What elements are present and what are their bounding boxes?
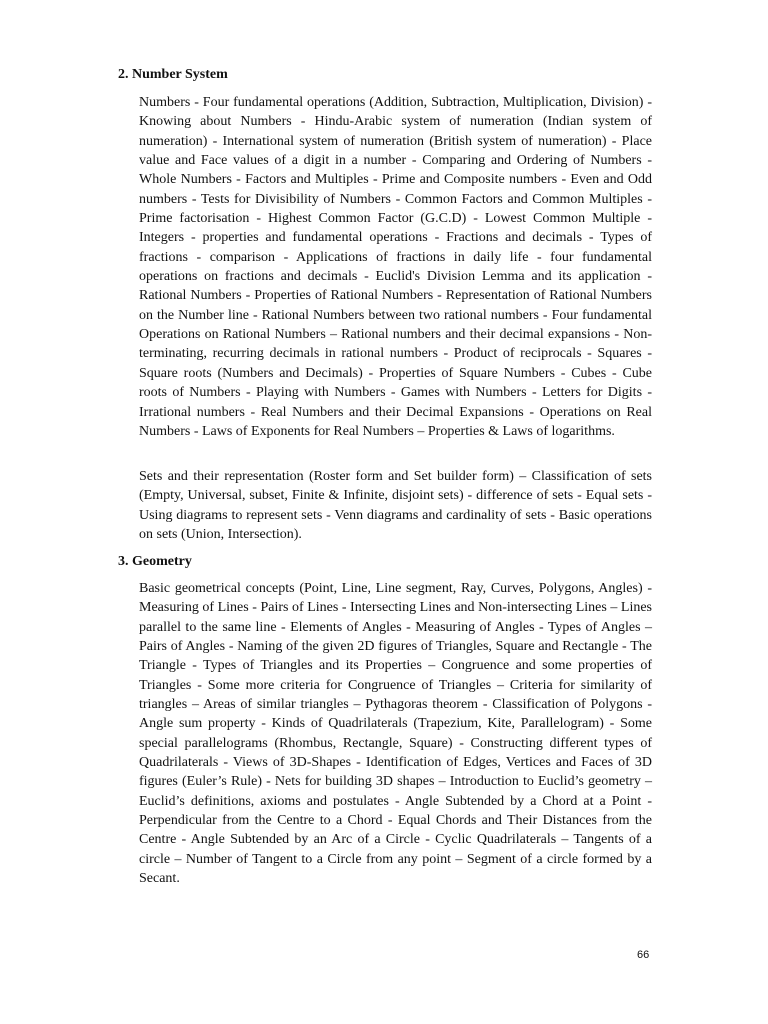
number-system-topics-paragraph: Numbers - Four fundamental operations (Addition, Subtraction, Multiplication, Division) - Knowing about Numbers - Hindu-Arabic system of numeration (Indian system of numeration) - International system of numeration (British system of numeration) - Place value and Face values of a digit in a number - Comparing and Ordering of Numbers - Whole Numbers - Factors and Multiples - Prime and Composite numbers - Even and Odd numbers - Tests for Divisibility of Numbers - Common Factors and Common Multiples - Prime factorisation - Highest Common Factor (G.C.D) - Lowest Common Multiple - Integers - properties and fundamental operations - Fractions and decimals - Types of fractions - comparison - Applications of fractions in daily life - four fundamental operations on fractions and decimals - Euclid's Division Lemma and its application - Rational Numbers - Properties of Rational Numbers - Representation of Rational Numbers on the Number line - Rational Numbers between two rational numbers - Four fundamental Operations on Rational Numbers – Rational numbers and their decimal expansions - Non-terminating, recurring decimals in rational numbers - Product of reciprocals - Squares - Square roots (Numbers and Decimals) - Properties of Square Numbers - Cubes - Cube roots of Numbers - Playing with Numbers - Games with Numbers - Letters for Digits - Irrational numbers - Real Numbers and their Decimal Expansions - Operations on Real Numbers - Laws of Exponents for Real Numbers – Properties & Laws of logarithms. — [139, 95, 652, 439]
sets-topics-paragraph: Sets and their representation (Roster form and Set builder form) – Classification of sets (Empty, Universal, subset, Finite & Infinite, disjoint sets) - difference of sets - Equal sets - Using diagrams to represent sets - Venn diagrams and cardinality of sets - Basic operations on sets (Union, Intersection). — [139, 469, 652, 543]
section-heading-number-system: 2. Number System — [118, 67, 228, 82]
section-heading-geometry: 3. Geometry — [118, 554, 192, 569]
geometry-topics-paragraph: Basic geometrical concepts (Point, Line, Line segment, Ray, Curves, Polygons, Angles) - Measuring of Lines - Pairs of Lines - Intersecting Lines and Non-intersecting Lines – Lines parallel to the same line - Elements of Angles - Measuring of Angles - Types of Angles – Pairs of Angles - Naming of the given 2D figures of Triangles, Square and Rectangle - The Triangle - Types of Triangles and its Properties – Congruence and some properties of Triangles - Some more criteria for Congruence of Triangles – Criteria for similarity of triangles – Areas of similar triangles – Pythagoras theorem - Classification of Polygons - Angle sum property - Kinds of Quadrilaterals (Trapezium, Kite, Parallelogram) - Some special parallelograms (Rhombus, Rectangle, Square) - Constructing different types of Quadrilaterals - Views of 3D-Shapes - Identification of Edges, Vertices and Faces of 3D figures (Euler’s Rule) - Nets for building 3D shapes – Introduction to Euclid’s geometry – Euclid’s definitions, axioms and postulates - Angle Subtended by a Chord at a Point - Perpendicular from the Centre to a Chord - Equal Chords and Their Distances from the Centre - Angle Subtended by an Arc of a Circle - Cyclic Quadrilaterals – Tangents of a circle – Number of Tangent to a Circle from any point – Segment of a circle formed by a Secant. — [139, 581, 652, 887]
page-number: 66 — [637, 949, 650, 961]
